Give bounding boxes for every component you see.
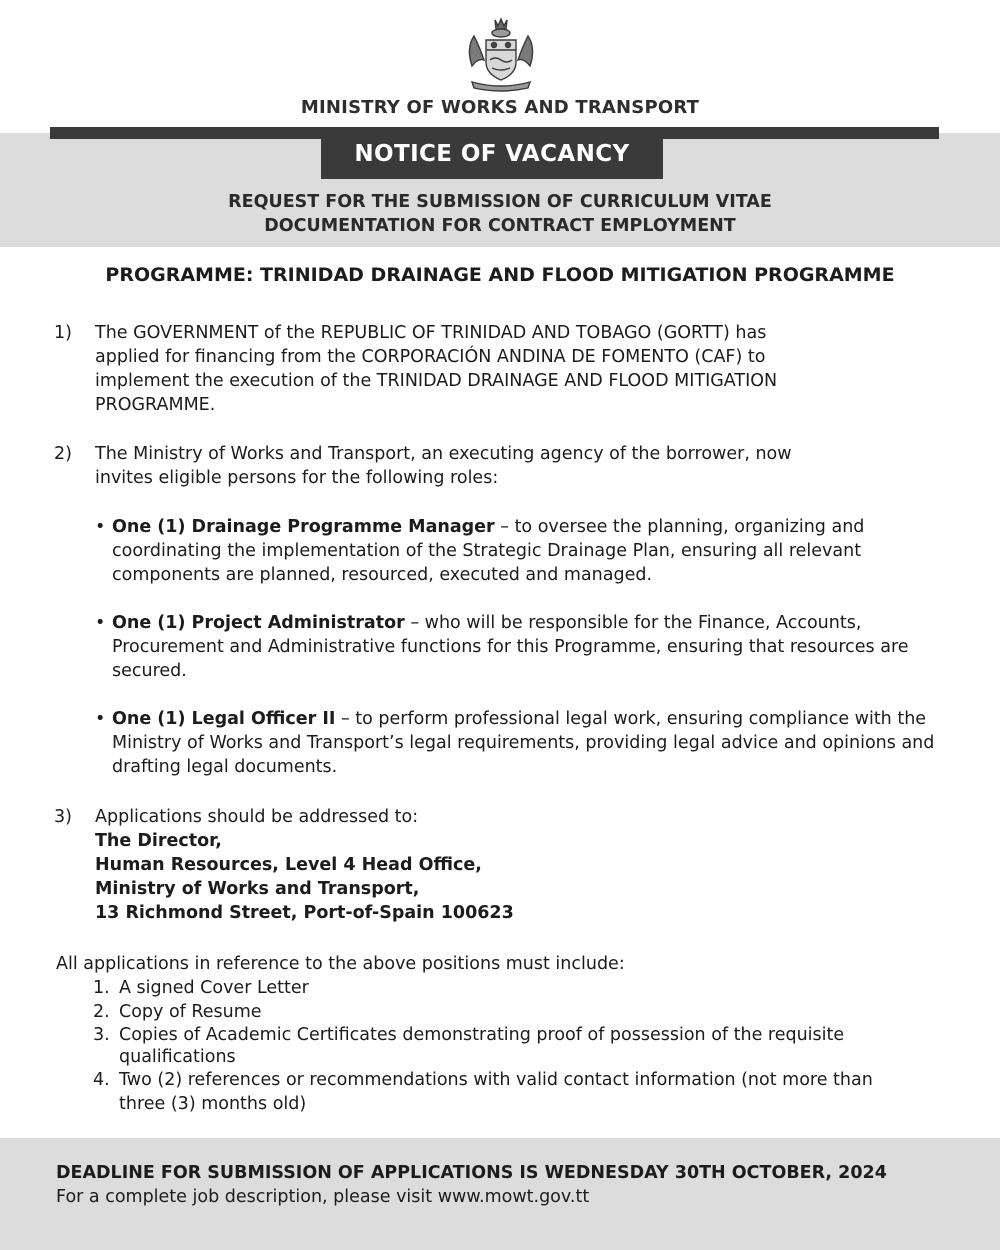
notice-title: NOTICE OF VACANCY — [321, 133, 663, 179]
bullet-icon: • — [95, 613, 106, 633]
list-item-number: 2. — [93, 1002, 110, 1022]
includes-intro: All applications in reference to the above positions must include: — [56, 954, 625, 974]
list-item-text: Copy of Resume — [119, 1002, 262, 1022]
request-line-1: REQUEST FOR THE SUBMISSION OF CURRICULUM VITAE — [228, 192, 772, 212]
item-2-number: 2) — [54, 444, 72, 464]
list-item — [93, 1000, 873, 1024]
item-1-text: The GOVERNMENT of the REPUBLIC OF TRINIDAD AND TOBAGO (GORTT) has applied for financing from the CORPORACIÓN ANDINA DE FOMENTO (CAF) to implement the execution of the TRINIDAD DRAINAGE AND FLOOD MITIGATION PROGRAMME. — [95, 323, 778, 415]
deadline-text: DEADLINE FOR SUBMISSION OF APPLICATIONS IS WEDNESDAY 30TH OCTOBER, 2024 — [56, 1163, 887, 1183]
address-line: The Director, — [95, 831, 222, 851]
website-text: For a complete job description, please visit www.mowt.gov.tt — [56, 1187, 590, 1207]
address-line: 13 Richmond Street, Port-of-Spain 100623 — [95, 903, 514, 923]
role-title: One (1) Legal Officer II — [112, 709, 336, 729]
role-description: – to perform professional legal work, ensuring compliance with the Ministry of Works and Transport’s legal requirements, providing legal advice and opinions and drafting legal documents. — [112, 709, 935, 777]
role-item — [95, 515, 935, 587]
list-item-text: Two (2) references or recommendations with valid contact information (not more than three (3) months old) — [119, 1070, 873, 1114]
list-item — [93, 1068, 873, 1116]
address-line: Ministry of Works and Transport, — [95, 879, 420, 899]
ministry-name: MINISTRY OF WORKS AND TRANSPORT — [300, 97, 700, 118]
role-item — [95, 611, 935, 683]
bullet-icon: • — [95, 709, 106, 729]
list-item-number: 3. — [93, 1025, 110, 1045]
includes-list — [93, 976, 873, 1116]
list-item-number: 4. — [93, 1070, 110, 1090]
item-3-text: Applications should be addressed to: — [95, 807, 419, 827]
role-title: One (1) Project Administrator — [112, 613, 405, 633]
role-description: – who will be responsible for the Finance, Accounts, Procurement and Administrative functions for this Programme, ensuring that resources are secured. — [112, 613, 909, 681]
list-item-text: A signed Cover Letter — [119, 978, 309, 998]
request-line-2: DOCUMENTATION FOR CONTRACT EMPLOYMENT — [264, 216, 736, 236]
coat-of-arms-icon — [462, 16, 540, 92]
bullet-icon: • — [95, 517, 106, 537]
address-line: Human Resources, Level 4 Head Office, — [95, 855, 482, 875]
item-2-text: The Ministry of Works and Transport, an executing agency of the borrower, now invites eligible persons for the following roles: — [95, 444, 792, 488]
item-3-number: 3) — [54, 807, 72, 827]
programme-heading: PROGRAMME: TRINIDAD DRAINAGE AND FLOOD MITIGATION PROGRAMME — [105, 264, 895, 286]
list-item-text: Copies of Academic Certificates demonstrating proof of possession of the requisite qualifications — [119, 1025, 845, 1067]
roles-list — [95, 515, 935, 803]
role-item — [95, 707, 935, 779]
request-heading — [0, 190, 1000, 238]
list-item-number: 1. — [93, 978, 110, 998]
role-title: One (1) Drainage Programme Manager — [112, 517, 495, 537]
role-description: – to oversee the planning, organizing and coordinating the implementation of the Strategic Drainage Plan, ensuring all relevant components are planned, resourced, executed and managed. — [112, 517, 865, 585]
list-item — [93, 1024, 873, 1068]
list-item — [93, 976, 873, 1000]
item-1-number: 1) — [54, 323, 72, 343]
